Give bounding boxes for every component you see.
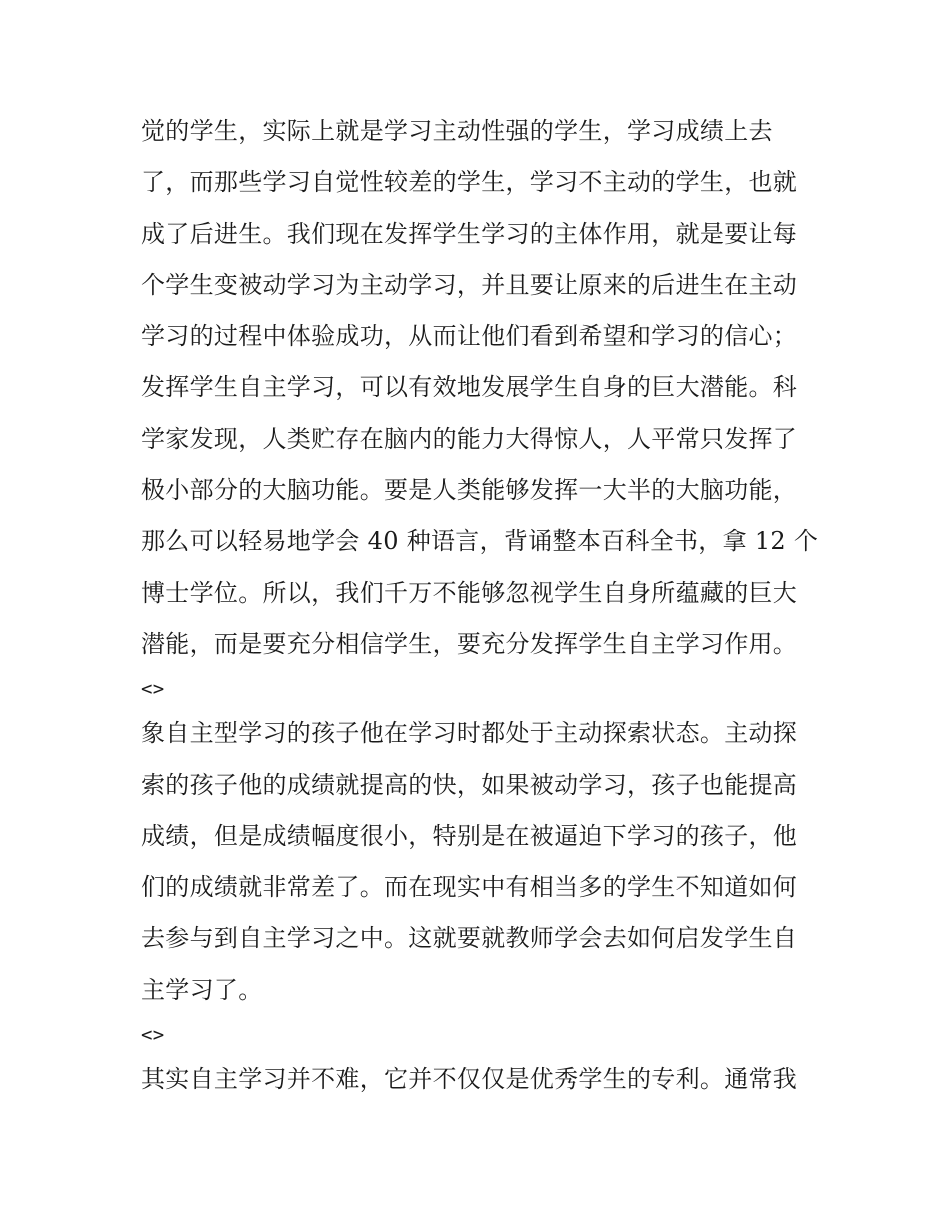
text-line: 索的孩子他的成绩就提高的快，如果被动学习，孩子也能提高 — [141, 770, 798, 799]
text-line: 那么可以轻易地学会 40 种语言，背诵整本百科全书，拿 12 个 — [141, 527, 819, 556]
text-line: 成了后进生。我们现在发挥学生学习的主体作用，就是要让每 — [141, 219, 798, 248]
text-line: 学习的过程中体验成功，从而让他们看到希望和学习的信心； — [141, 322, 798, 351]
text-line: 发挥学生自主学习，可以有效地发展学生自身的巨大潜能。科 — [141, 373, 798, 402]
text-line: 潜能，而是要充分相信学生，要充分发挥学生自主学习作用。 — [141, 629, 798, 658]
text-line: 去参与到自主学习之中。这就要就教师学会去如何启发学生自 — [141, 924, 798, 953]
text-line: 极小部分的大脑功能。要是人类能够发挥一大半的大脑功能， — [141, 476, 798, 505]
text-line: 了，而那些学习自觉性较差的学生，学习不主动的学生，也就 — [141, 168, 798, 197]
paragraph-1 — [141, 106, 831, 670]
text-line: 觉的学生，实际上就是学习主动性强的学生，学习成绩上去 — [141, 117, 773, 145]
section-marker: <> — [141, 678, 165, 701]
section-marker: <> — [141, 1024, 165, 1047]
paragraph-3 — [141, 1054, 831, 1105]
text-line: 成绩，但是成绩幅度很小，特别是在被逼迫下学习的孩子，他 — [141, 821, 798, 850]
document-body — [141, 106, 831, 1105]
text-line: 们的成绩就非常差了。而在现实中有相当多的学生不知道如何 — [141, 873, 798, 902]
text-line: 主学习了。 — [141, 975, 263, 1004]
text-line: 个学生变被动学习为主动学习，并且要让原来的后进生在主动 — [141, 270, 798, 299]
text-line: 博士学位。所以，我们千万不能够忽视学生自身所蕴藏的巨大 — [141, 578, 798, 607]
text-line: 象自主型学习的孩子他在学习时都处于主动探索状态。主动探 — [141, 719, 798, 748]
text-line: 其实自主学习并不难，它并不仅仅是优秀学生的专利。通常我 — [141, 1065, 798, 1094]
text-line: 学家发现，人类贮存在脑内的能力大得惊人，人平常只发挥了 — [141, 424, 798, 453]
paragraph-2 — [141, 708, 831, 1016]
